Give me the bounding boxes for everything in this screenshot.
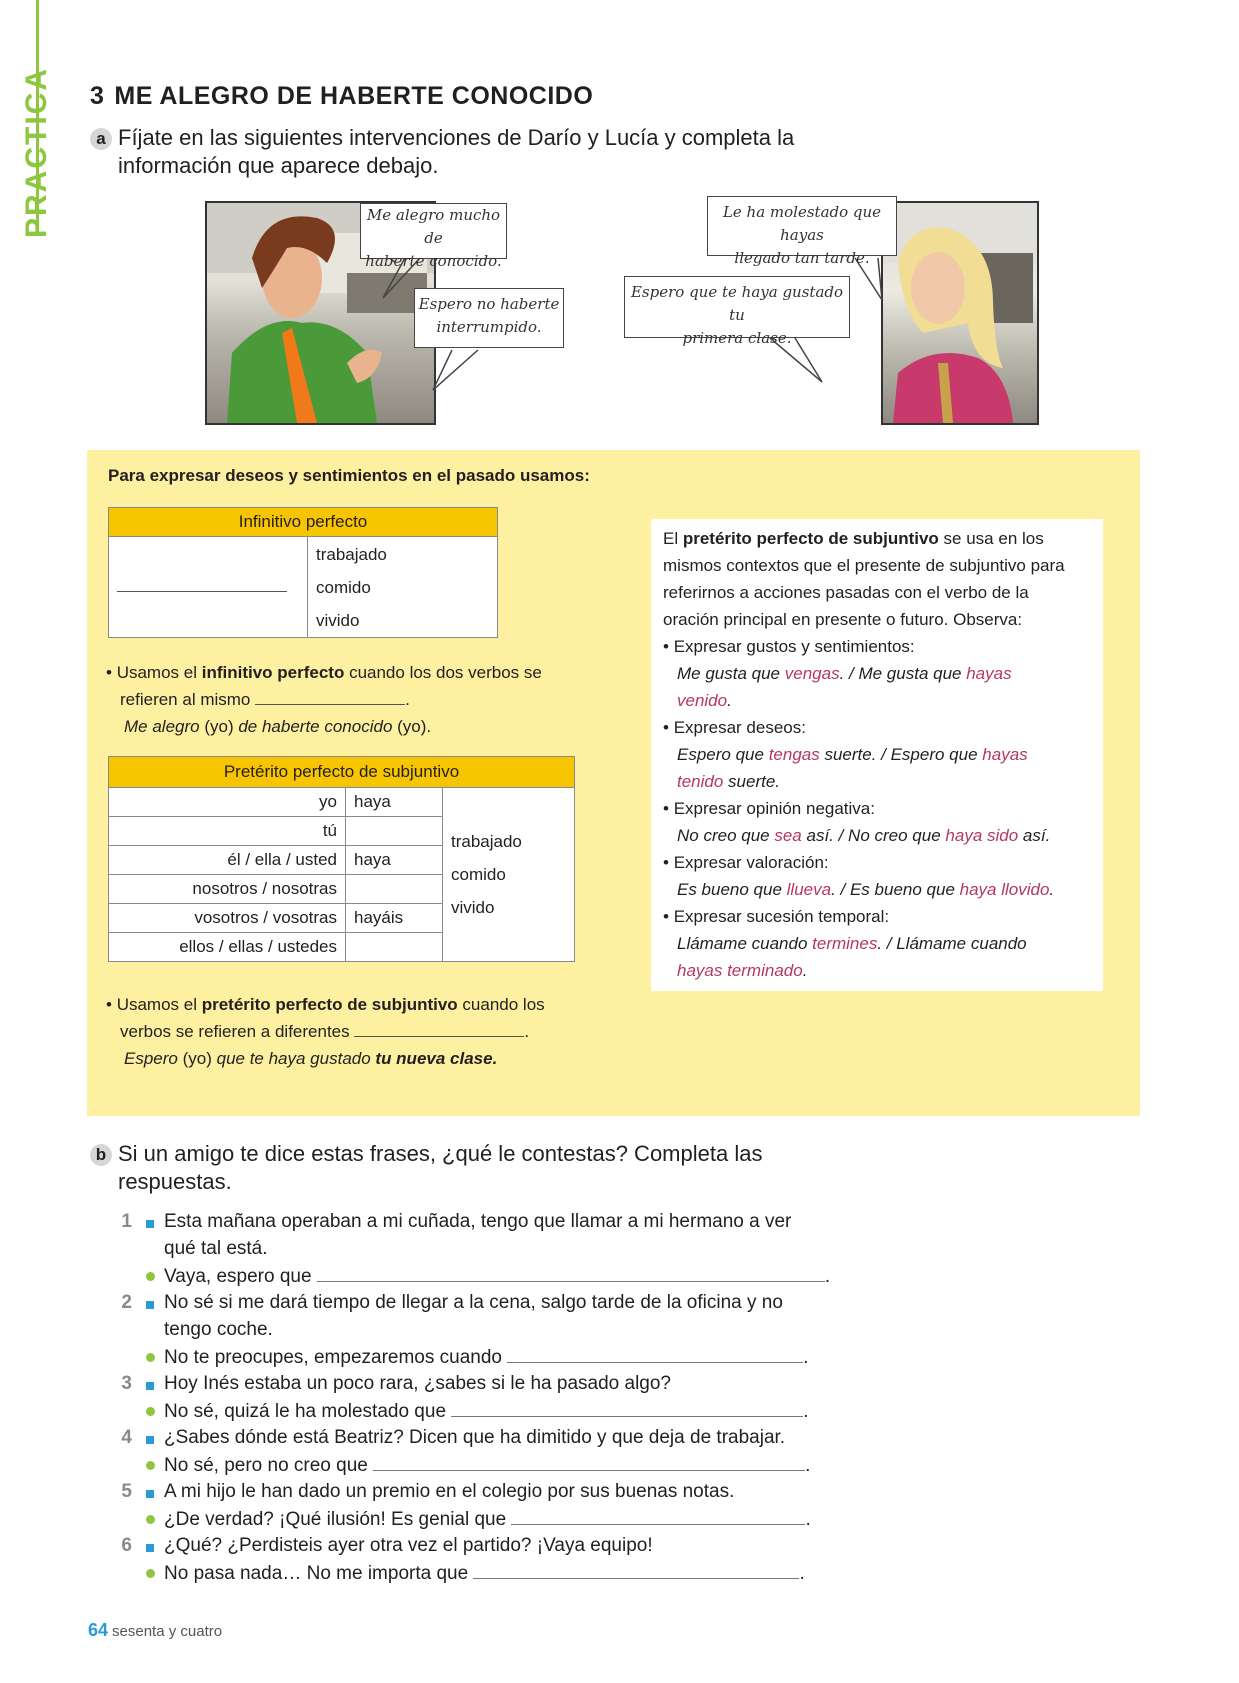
infinitive-table-header: Infinitivo perfecto: [109, 508, 498, 537]
answer-blank[interactable]: [317, 1262, 825, 1282]
example-text: (yo): [177, 1049, 217, 1068]
answer-blank[interactable]: [451, 1397, 803, 1417]
reply-dot-icon: [146, 1461, 155, 1470]
use-label: Expresar opinión negativa:: [673, 799, 875, 818]
item-question: A mi hijo le han dado un premio en el colegio por sus buenas notas.: [164, 1481, 735, 1502]
item-number: 4: [121, 1427, 132, 1448]
use-item: • Expresar opinión negativa:: [663, 799, 875, 818]
subjunctive-table-header: Pretérito perfecto de subjuntivo: [109, 757, 575, 788]
rule-term: pretérito perfecto de subjuntivo: [201, 995, 458, 1014]
explanation-text: referirnos a acciones pasadas con el verbo de la: [663, 583, 1029, 602]
part-a-instruction-line1: Fíjate en las siguientes intervenciones de Darío y Lucía y completa la: [118, 125, 795, 150]
answer-blank[interactable]: [473, 1559, 799, 1579]
end-mark: .: [824, 1266, 831, 1287]
speaker-square-icon: [146, 1436, 154, 1444]
section-tab-label: PRACTICA: [20, 67, 53, 238]
answer-blank[interactable]: [373, 1451, 805, 1471]
use-example: Llámame cuando termines. / Llámame cuando: [677, 934, 1027, 953]
explanation-text: El: [663, 529, 683, 548]
item-question: [164, 1289, 783, 1343]
page-footer: [88, 1620, 222, 1641]
section-number: 3: [90, 82, 105, 110]
bubble-text: Espero que te haya gustado tu: [630, 283, 844, 324]
person-cell: nosotros / nosotras: [109, 875, 346, 904]
rule-text: Usamos el: [116, 663, 202, 682]
use-example: hayas terminado.: [677, 961, 808, 980]
speech-bubble-1: [360, 203, 507, 270]
participle: vivido: [316, 610, 360, 630]
item-question: ¿Qué? ¿Perdisteis ayer otra vez el partido? ¡Vaya equipo!: [164, 1535, 653, 1556]
question-line: No sé si me dará tiempo de llegar a la cena, salgo tarde de la oficina y no: [164, 1292, 783, 1313]
item-number: 1: [121, 1211, 132, 1232]
infinitive-blank-cell: [109, 537, 308, 638]
bubble-text: interrumpido.: [436, 318, 542, 336]
use-label: Expresar gustos y sentimientos:: [673, 637, 915, 656]
speaker-square-icon: [146, 1490, 154, 1498]
item-answer: [164, 1559, 805, 1587]
exercise-item-3: [112, 1370, 842, 1424]
item-number: 3: [121, 1373, 132, 1394]
item-question: Hoy Inés estaba un poco rara, ¿sabes si le ha pasado algo?: [164, 1373, 671, 1394]
example-text: (yo): [199, 717, 239, 736]
end-mark: .: [803, 1401, 809, 1422]
section-title-text: ME ALEGRO DE HABERTE CONOCIDO: [114, 82, 594, 110]
item-answer: [164, 1505, 811, 1533]
part-a-instruction-line2: información que aparece debajo.: [118, 153, 439, 178]
bubble-tails: [0, 0, 1239, 450]
exercise-item-5: [112, 1478, 842, 1532]
reply-dot-icon: [146, 1407, 155, 1416]
item-question: ¿Sabes dónde está Beatriz? Dicen que ha dimitido y que deja de trabajar.: [164, 1427, 786, 1448]
use-example: tenido suerte.: [677, 772, 781, 791]
answer-prompt: No sé, pero no creo que: [164, 1455, 368, 1476]
example-text: Me alegro: [124, 717, 200, 736]
participle: trabajado: [316, 544, 387, 564]
item-number: 5: [121, 1481, 132, 1502]
answer-prompt: No sé, quizá le ha molestado que: [164, 1401, 447, 1422]
reply-dot-icon: [146, 1272, 155, 1281]
use-item: • Expresar sucesión temporal:: [663, 907, 890, 926]
aux-cell[interactable]: [346, 875, 443, 904]
question-line: Esta mañana operaban a mi cuñada, tengo que llamar a mi hermano a ver: [164, 1211, 792, 1232]
use-item: • Expresar deseos:: [663, 718, 806, 737]
item-number: 6: [121, 1535, 132, 1556]
rule-subjunctive: • Usamos el pretérito perfecto de subjuntivo cuando los verbos se refieren a diferentes . Espero (yo) que te haya gustado tu nueva clase.: [106, 995, 545, 1068]
explanation-text: se usa en los: [938, 529, 1044, 548]
exercise-item-2: [112, 1289, 842, 1370]
rule-text: verbos se refieren a diferentes: [120, 1022, 350, 1041]
rule-text: cuando los: [457, 995, 545, 1014]
subjunctive-perfect-table: [108, 756, 575, 962]
item-answer: [164, 1397, 809, 1425]
bubble-text: primera clase.: [682, 329, 792, 347]
aux-cell[interactable]: hayáis: [346, 904, 443, 933]
bubble-text: Le ha molestado que hayas: [722, 203, 882, 244]
part-b-instruction: [118, 1140, 762, 1196]
participle: trabajado: [451, 832, 522, 851]
use-item: • Expresar gustos y sentimientos:: [663, 637, 915, 656]
end-mark: .: [799, 1563, 805, 1584]
aux-cell[interactable]: haya: [346, 788, 443, 817]
rule-infinitive: • Usamos el infinitivo perfecto cuando los dos verbos se refieren al mismo . Me alegro (yo) de haberte conocido (yo).: [106, 663, 542, 736]
rule-text: refieren al mismo: [120, 690, 251, 709]
fill-blank[interactable]: [117, 591, 287, 592]
aux-cell[interactable]: haya: [346, 846, 443, 875]
part-b-instruction-line2: respuestas.: [118, 1169, 232, 1194]
aux-cell[interactable]: [346, 817, 443, 846]
explanation-text: oración principal en presente o futuro. Observa:: [663, 610, 1023, 629]
answer-prompt: No te preocupes, empezaremos cuando: [164, 1347, 502, 1368]
explanation-term: pretérito perfecto de subjuntivo: [682, 529, 939, 548]
use-example: Me gusta que vengas. / Me gusta que hayas: [677, 664, 1012, 683]
speech-bubble-3: [707, 196, 897, 267]
participle: comido: [316, 577, 371, 597]
part-b-marker: b: [90, 1144, 112, 1166]
speaker-square-icon: [146, 1301, 154, 1309]
use-example: venido.: [677, 691, 732, 710]
use-label: Expresar valoración:: [673, 853, 829, 872]
bubble-text: haberte conocido.: [365, 252, 502, 270]
reply-dot-icon: [146, 1515, 155, 1524]
participle: comido: [451, 865, 506, 884]
bubble-text: Me alegro mucho de: [366, 206, 501, 247]
use-item: • Expresar valoración:: [663, 853, 829, 872]
example-text: Espero: [124, 1049, 178, 1068]
person-cell: vosotros / vosotras: [109, 904, 346, 933]
page-number-words: sesenta y cuatro: [112, 1623, 223, 1640]
use-example: Es bueno que llueva. / Es bueno que haya llovido.: [677, 880, 1055, 899]
answer-blank[interactable]: [507, 1343, 803, 1363]
answer-blank[interactable]: [511, 1505, 805, 1525]
use-example: Espero que tengas suerte. / Espero que hayas: [677, 745, 1028, 764]
speaker-square-icon: [146, 1220, 154, 1228]
bubble-text: Espero no haberte: [418, 295, 560, 313]
reply-dot-icon: [146, 1353, 155, 1362]
speaker-square-icon: [146, 1382, 154, 1390]
explanation-text: mismos contextos que el presente de subjuntivo para: [663, 556, 1065, 575]
item-answer: [164, 1262, 830, 1290]
fill-blank[interactable]: [255, 704, 405, 705]
use-label: Expresar deseos:: [673, 718, 806, 737]
infinitive-perfect-table: [108, 507, 498, 638]
page-number: 64: [88, 1620, 109, 1640]
exercise-item-4: [112, 1424, 842, 1478]
subjunctive-participles: [443, 788, 575, 962]
item-number: 2: [121, 1292, 132, 1313]
rule-term: infinitivo perfecto: [201, 663, 345, 682]
example-text: que te haya gustado: [216, 1049, 376, 1068]
item-answer: [164, 1343, 809, 1371]
fill-blank[interactable]: [354, 1036, 524, 1037]
answer-prompt: Vaya, espero que: [164, 1266, 312, 1287]
aux-cell[interactable]: [346, 933, 443, 962]
example-text: de haberte conocido: [238, 717, 393, 736]
person-cell: tú: [109, 817, 346, 846]
exercise-item-6: [112, 1532, 842, 1586]
speech-bubble-2: [414, 288, 564, 348]
speaker-square-icon: [146, 1544, 154, 1552]
exercise-item-1: [112, 1208, 842, 1289]
person-cell: ellos / ellas / ustedes: [109, 933, 346, 962]
rule-text: .: [405, 690, 410, 709]
speech-bubble-4: [624, 276, 850, 347]
infinitive-participles: [308, 537, 498, 638]
use-example: No creo que sea así. / No creo que haya sido así.: [677, 826, 1051, 845]
answer-prompt: No pasa nada… No me importa que: [164, 1563, 469, 1584]
item-answer: [164, 1451, 810, 1479]
end-mark: .: [805, 1455, 811, 1476]
use-label: Expresar sucesión temporal:: [673, 907, 890, 926]
grammar-heading: Para expresar deseos y sentimientos en el pasado usamos:: [108, 466, 590, 485]
person-cell: él / ella / usted: [109, 846, 346, 875]
reply-dot-icon: [146, 1569, 155, 1578]
rule-text: .: [524, 1022, 530, 1041]
part-b-instruction-line1: Si un amigo te dice estas frases, ¿qué le contestas? Completa las: [118, 1141, 763, 1166]
end-mark: .: [805, 1509, 811, 1530]
example-text: (yo).: [392, 717, 432, 736]
question-line: tengo coche.: [164, 1319, 273, 1340]
rule-text: cuando los dos verbos se: [344, 663, 542, 682]
participle: vivido: [451, 898, 495, 917]
example-text: tu nueva clase.: [375, 1049, 498, 1068]
rule-text: Usamos el: [116, 995, 202, 1014]
end-mark: .: [803, 1347, 809, 1368]
explanation-box: [651, 519, 1103, 991]
bubble-text: llegado tan tarde.: [734, 249, 870, 267]
person-cell: yo: [109, 788, 346, 817]
answer-prompt: ¿De verdad? ¡Qué ilusión! Es genial que: [164, 1509, 507, 1530]
part-a-marker: a: [90, 128, 112, 150]
item-question: [164, 1208, 791, 1262]
exercise-list: [112, 1208, 842, 1586]
question-line: qué tal está.: [164, 1238, 268, 1259]
